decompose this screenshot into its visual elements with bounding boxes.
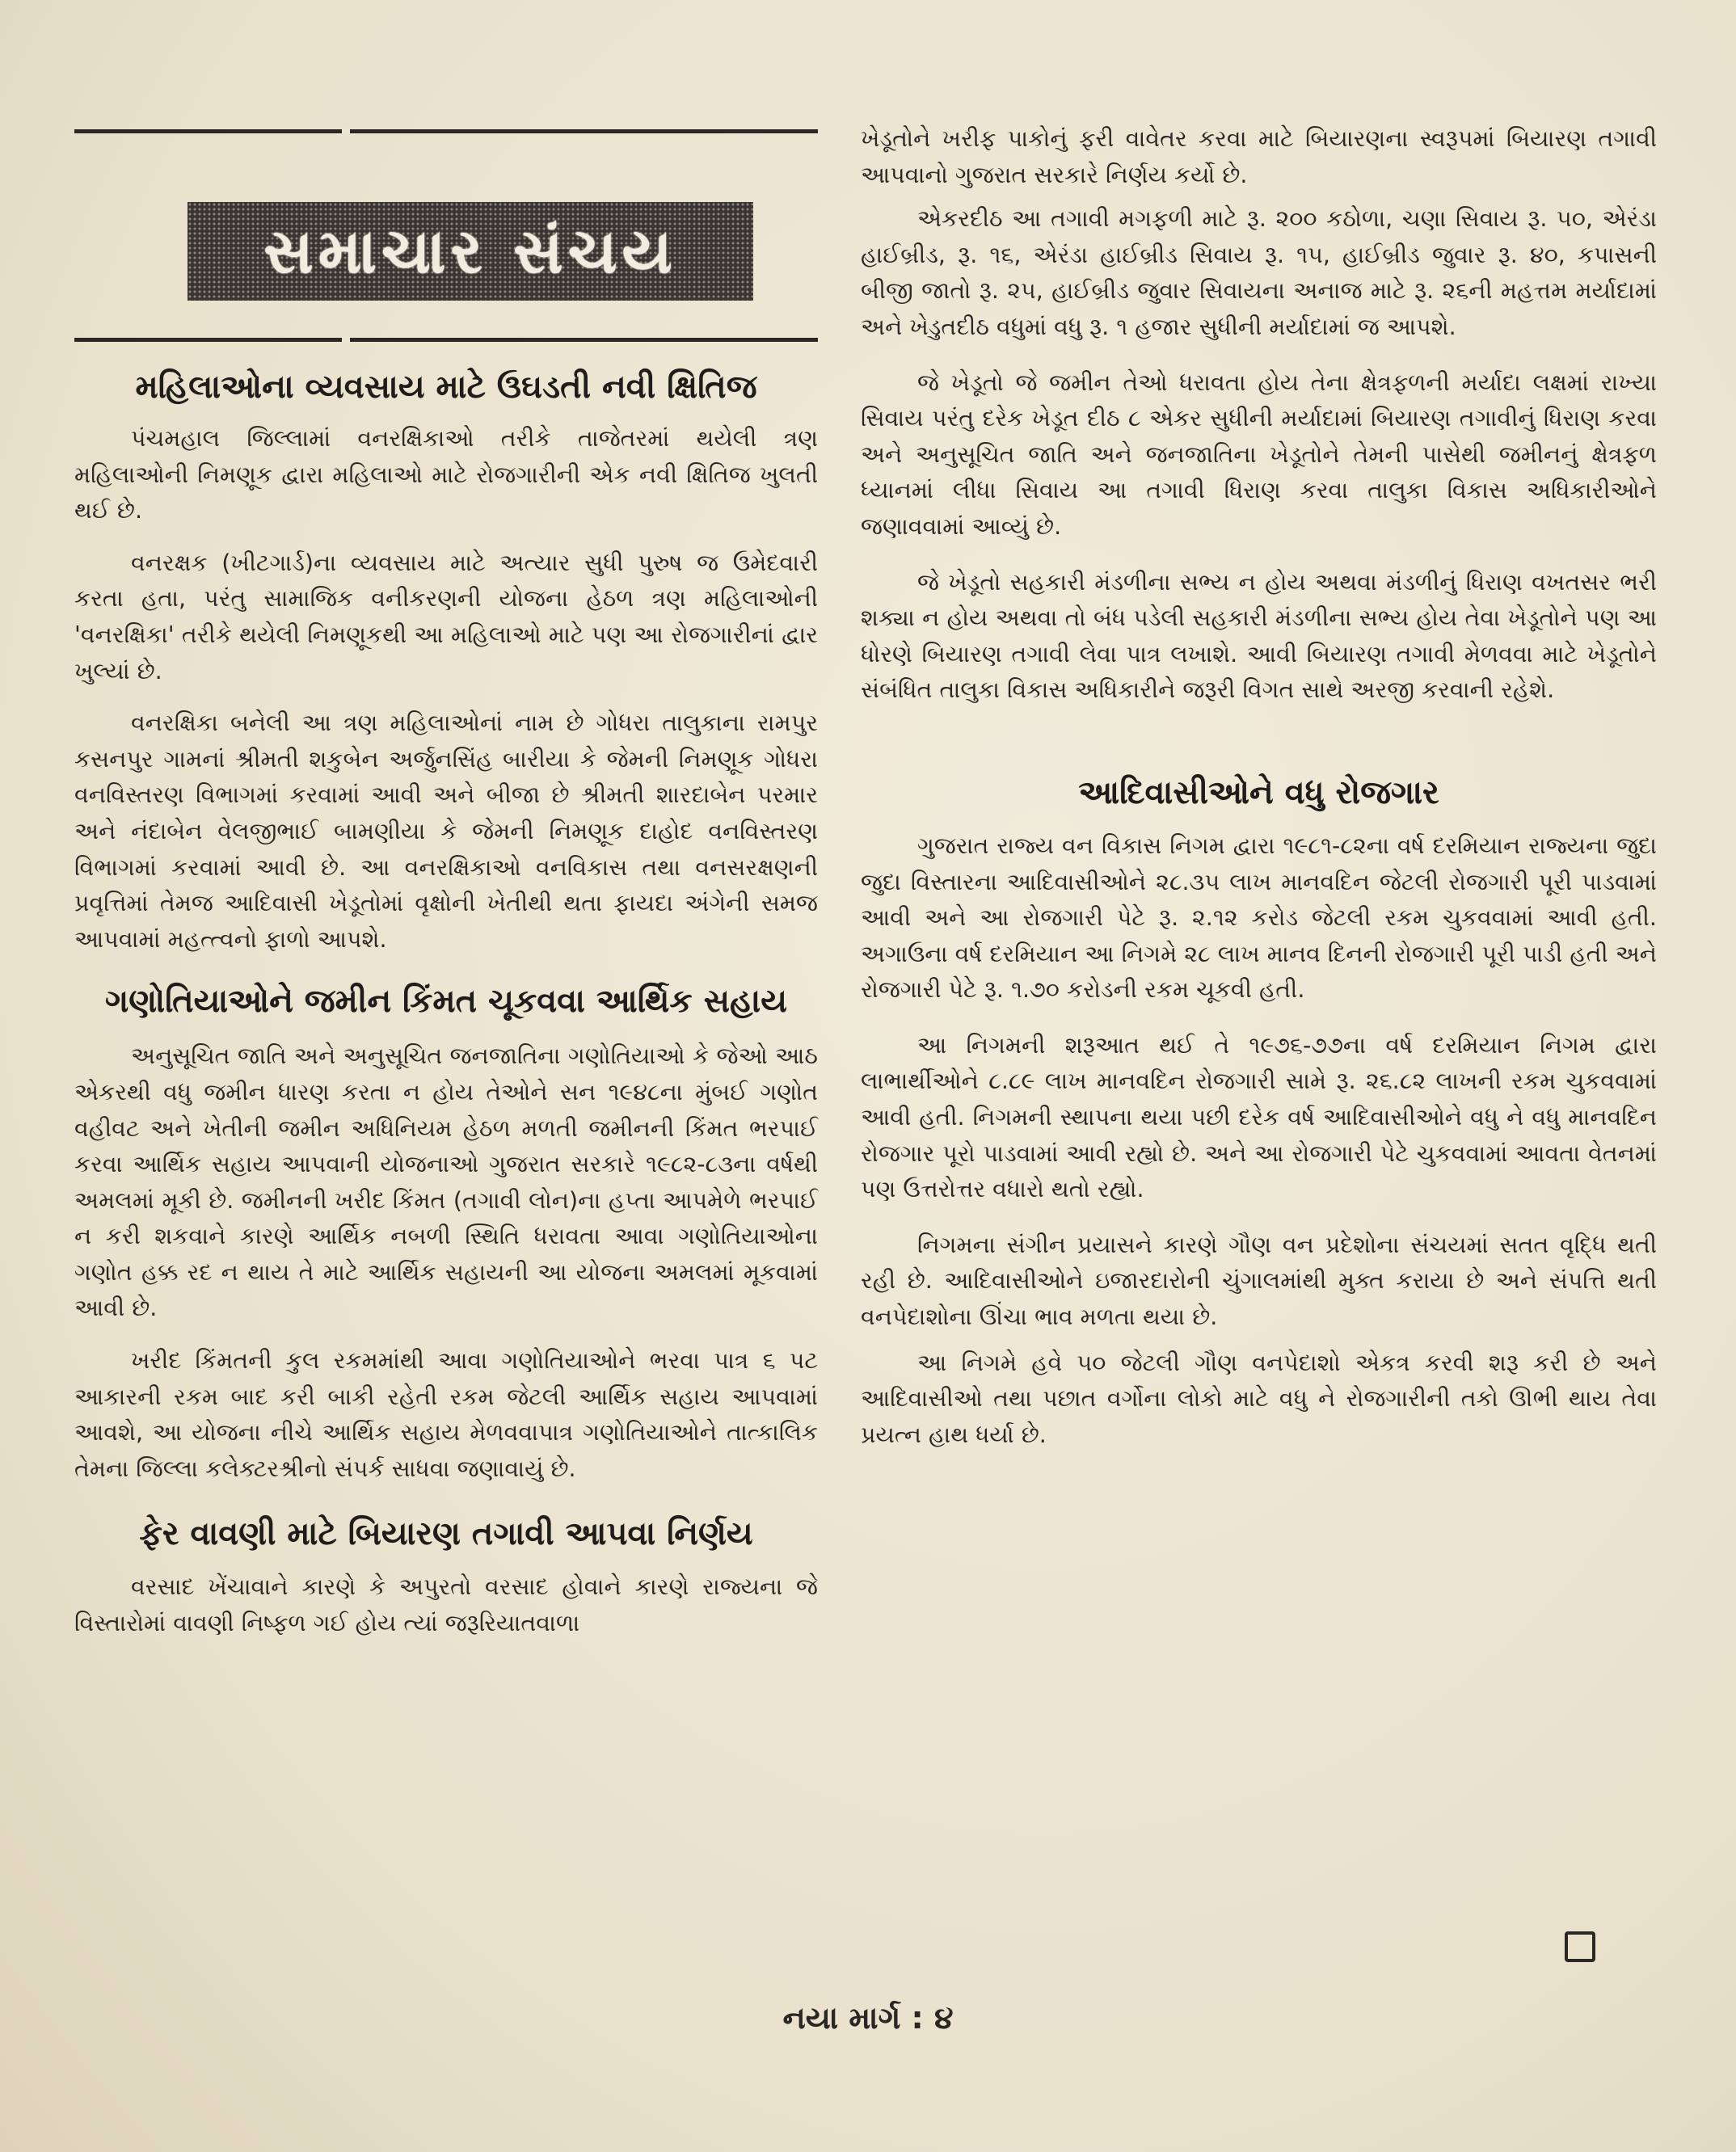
bottom-rule bbox=[74, 338, 818, 342]
article-paragraph: વનરક્ષક (ખીટગાર્ડ)ના વ્યવસાય માટે અત્યાર સુધી પુરુષ જ ઉમેદવારી કરતા હતા, પરંતુ સામાજિક વનીકરણની યોજના હેઠળ ત્રણ મહિલાઓની 'વનરક્ષિકા' તરીકે થયેલી નિમણૂકથી આ મહિલાઓ માટે પણ આ રોજગારીનાં દ્વાર ખુલ્યાં છે. bbox=[74, 549, 818, 684]
article-paragraph: આ નિગમે હવે ૫૦ જેટલી ગૌણ વનપેદાશો એકત્ર કરવી શરૂ કરી છે અને આદિવાસીઓ તથા પછાત વર્ગોના લોકો માટે વધુ ને રોજગારીની તકો ઊભી થાય તેવા પ્રયત્ન હાથ ધર્યા છે. bbox=[861, 1349, 1657, 1448]
article-paragraph: ગુજરાત રાજ્ય વન વિકાસ નિગમ દ્વારા ૧૯૮૧-૮૨ના વર્ષ દરમિયાન રાજ્યના જુદા જુદા વિસ્તારના આદિવાસીઓને ૨૮.૩૫ લાખ માનવદિન જેટલી રોજગારી પૂરી પાડવામાં આવી અને આ રોજગારી પેટે રૂ. ૨.૧૨ કરોડ જેટલી રકમ ચુકવવામાં આવી હતી. અગાઉના વર્ષ દરમિયાન આ નિગમે ૨૮ લાખ માનવ દિનની રોજગારી પૂરી પાડી હતી અને રોજગારી પેટે રૂ. ૧.૭૦ કરોડની રકમ ચૂકવી હતી. bbox=[861, 832, 1657, 1004]
article-title: મહિલાઓના વ્યવસાય માટે ઉઘડતી નવી ક્ષિતિજ bbox=[135, 368, 757, 406]
top-rule bbox=[74, 129, 818, 133]
article-paragraph: એકરદીઠ આ તગાવી મગફળી માટે રૂ. ૨૦૦ કઠોળા, ચણા સિવાય રૂ. ૫૦, એરંડા હાઈબ્રીડ, રૂ. ૧૬, એરંડા હાઈબ્રીડ સિવાય રૂ. ૧૫, હાઈબ્રીડ જુવાર રૂ. ૪૦, કપાસની બીજી જાતો રૂ. ૨૫, હાઈબ્રીડ જુવાર સિવાયના અનાજ માટે રૂ. ૨૬ની મહત્તમ મર્યાદામાં અને ખેડુતદીઠ વધુમાં વધુ રૂ. ૧ હજાર સુધીની મર્યાદામાં જ આપશે. bbox=[861, 205, 1657, 340]
section-title: સમાચાર સંચય bbox=[263, 214, 677, 287]
end-mark bbox=[1565, 1931, 1595, 1962]
left-column bbox=[74, 121, 818, 1642]
article-paragraph: ખરીદ કિંમતની કુલ રકમમાંથી આવા ગણોતિયાઓને ભરવા પાત્ર ૬ પટ આકારની રકમ બાદ કરી બાકી રહેતી રકમ જેટલી આર્થિક સહાય આપવામાં આવશે, આ યોજના નીચે આર્થિક સહાય મેળવવાપાત્ર ગણોતિયાઓને તાત્કાલિક તેમના જિલ્લા કલેક્ટરશ્રીનો સંપર્ક સાધવા જણાવાયું છે. bbox=[74, 1347, 818, 1482]
right-column bbox=[861, 121, 1657, 1453]
section-masthead bbox=[188, 202, 753, 301]
article-title: ફેર વાવણી માટે બિયારણ તગાવી આપવા નિર્ણય bbox=[139, 1515, 753, 1553]
article-paragraph: વરસાદ ખેંચાવાને કારણે કે અપુરતો વરસાદ હોવાને કારણે રાજ્યના જે વિસ્તારોમાં વાવણી નિષ્ફળ ગઈ હોય ત્યાં જરૂરિયાતવાળા bbox=[74, 1573, 818, 1637]
article-paragraph: આ નિગમની શરૂઆત થઈ તે ૧૯૭૬-૭૭ના વર્ષ દરમિયાન નિગમ દ્વારા લાભાર્થીઓને ૮.૮૯ લાખ માનવદિન રોજગારી સામે રૂ. ૨૬.૮૨ લાખની રકમ ચુકવવામાં આવી હતી. નિગમની સ્થાપના થયા પછી દરેક વર્ષ આદિવાસીઓને વધુ ને વધુ માનવદિન રોજગાર પૂરો પાડવામાં આવી રહ્યો છે. અને આ રોજગારી પેટે ચુકવવામાં આવતા વેતનમાં પણ ઉત્તરોત્તર વધારો થતો રહ્યો. bbox=[861, 1031, 1657, 1203]
article-paragraph: ખેડૂતોને ખરીફ પાકોનું ફરી વાવેતર કરવા માટે બિયારણના સ્વરૂપમાં બિયારણ તગાવી આપવાનો ગુજરાત સરકારે નિર્ણય કર્યો છે. bbox=[861, 125, 1657, 188]
article-paragraph: પંચમહાલ જિલ્લામાં વનરક્ષિકાઓ તરીકે તાજેતરમાં થયેલી ત્રણ મહિલાઓની નિમણૂક દ્વારા મહિલાઓ માટે રોજગારીની એક નવી ક્ષિતિજ ખુલતી થઈ છે. bbox=[74, 425, 818, 524]
article-tribal-employment bbox=[861, 773, 1657, 1454]
article-title: ગણોતિયાઓને જમીન કિંમત ચૂકવવા આર્થિક સહાય bbox=[105, 983, 787, 1021]
article-women-careers bbox=[74, 368, 818, 958]
article-tenant-aid bbox=[74, 982, 818, 1487]
article-paragraph: વનરક્ષિકા બનેલી આ ત્રણ મહિલાઓનાં નામ છે ગોધરા તાલુકાના રામપુર કસનપુર ગામનાં શ્રીમતી શકુબેન અર્જુનસિંહ બારીયા કે જેમની નિમણૂક ગોધરા વનવિસ્તરણ વિભાગમાં કરવામાં આવી અને બીજા છે શ્રીમતી શારદાબેન પરમાર અને નંદાબેન વેલજીભાઈ બામણીયા કે જેમની નિમણૂક દાહોદ વનવિસ્તરણ વિભાગમાં કરવામાં આવી છે. આ વનરક્ષિકાઓ વનવિકાસ તથા વનસરક્ષણની પ્રવૃત્તિમાં તેમજ આદિવાસી ખેડૂતોમાં વૃક્ષોની ખેતીથી થતા ફાયદા અંગેની સમજ આપવામાં મહત્ત્વનો ફાળો આપશે. bbox=[74, 710, 818, 953]
article-paragraph: નિગમના સંગીન પ્રયાસને કારણે ગૌણ વન પ્રદેશોના સંચયમાં સતત વૃદ્ધિ થતી રહી છે. આદિવાસીઓને ઇજારદારોની ચુંગાલમાંથી મુક્ત કરાયા છે અને સંપત્તિ થતી વનપેદાશોના ઊંચા ભાવ મળતા થયા છે. bbox=[861, 1231, 1657, 1331]
article-paragraph: જે ખેડૂતો સહકારી મંડળીના સભ્ય ન હોય અથવા મંડળીનું ધિરાણ વખતસર ભરી શક્યા ન હોય અથવા તો બંધ પડેલી સહકારી મંડળીના સભ્ય હોય તેવા ખેડૂતોને પણ આ ધોરણે બિયારણ તગાવી લેવા પાત્ર લખાશે. આવી બિયારણ તગાવી મેળવવા માટે ખેડૂતોને સંબંધિત તાલુકા વિકાસ અધિકારીને જરૂરી વિગત સાથે અરજી કરવાની રહેશે. bbox=[861, 568, 1657, 704]
article-paragraph: અનુસૂચિત જાતિ અને અનુસૂચિત જનજાતિના ગણોતિયાઓ કે જેઓ આઠ એકરથી વધુ જમીન ધારણ કરતા ન હોય તેઓને સન ૧૯૪૮ના મુંબઈ ગણોત વહીવટ અને ખેતીની જમીન અધિનિયમ હેઠળ મળતી જમીનની કિંમત ભરપાઈ કરવા આર્થિક સહાય આપવાની યોજનાઓ ગુજરાત સરકારે ૧૯૮૨-૮૩ના વર્ષથી અમલમાં મૂકી છે. જમીનની ખરીદ કિંમત (તગાવી લોન)ના હપ્તા આપમેળે ભરપાઈ ન કરી શકવાને કારણે આર્થિક નબળી સ્થિતિ ધરાવતા આવા ગણોતિયાઓના ગણોત હક્ક રદ ન થાય તે માટે આર્થિક સહાયની આ યોજના અમલમાં મૂકવામાં આવી છે. bbox=[74, 1042, 818, 1322]
page-footer: નયા માર્ગ : ૪ bbox=[782, 2000, 954, 2036]
article-paragraph: જે ખેડૂતો જે જમીન તેઓ ધરાવતા હોય તેના ક્ષેત્રફળની મર્યાદા લક્ષમાં રાખ્યા સિવાય પરંતુ દરેક ખેડૂત દીઠ ૮ એકર સુધીની મર્યાદામાં બિયારણ તગાવીનું ધિરાણ કરવા અને અનુસૂચિત જાતિ અને જનજાતિના ખેડૂતોને તેમની પાસેથી જમીનનું ક્ષેત્રફળ ધ્યાનમાં લીધા સિવાય આ તગાવી ધિરાણ કરવા તાલુકા વિકાસ અધિકારીઓને જણાવવામાં આવ્યું છે. bbox=[861, 368, 1657, 540]
article-seed-loan bbox=[74, 1514, 818, 1641]
article-title: આદિવાસીઓને વધુ રોજગાર bbox=[1078, 773, 1439, 811]
masthead-area bbox=[74, 121, 818, 331]
article-seed-loan-continued bbox=[861, 121, 1657, 709]
